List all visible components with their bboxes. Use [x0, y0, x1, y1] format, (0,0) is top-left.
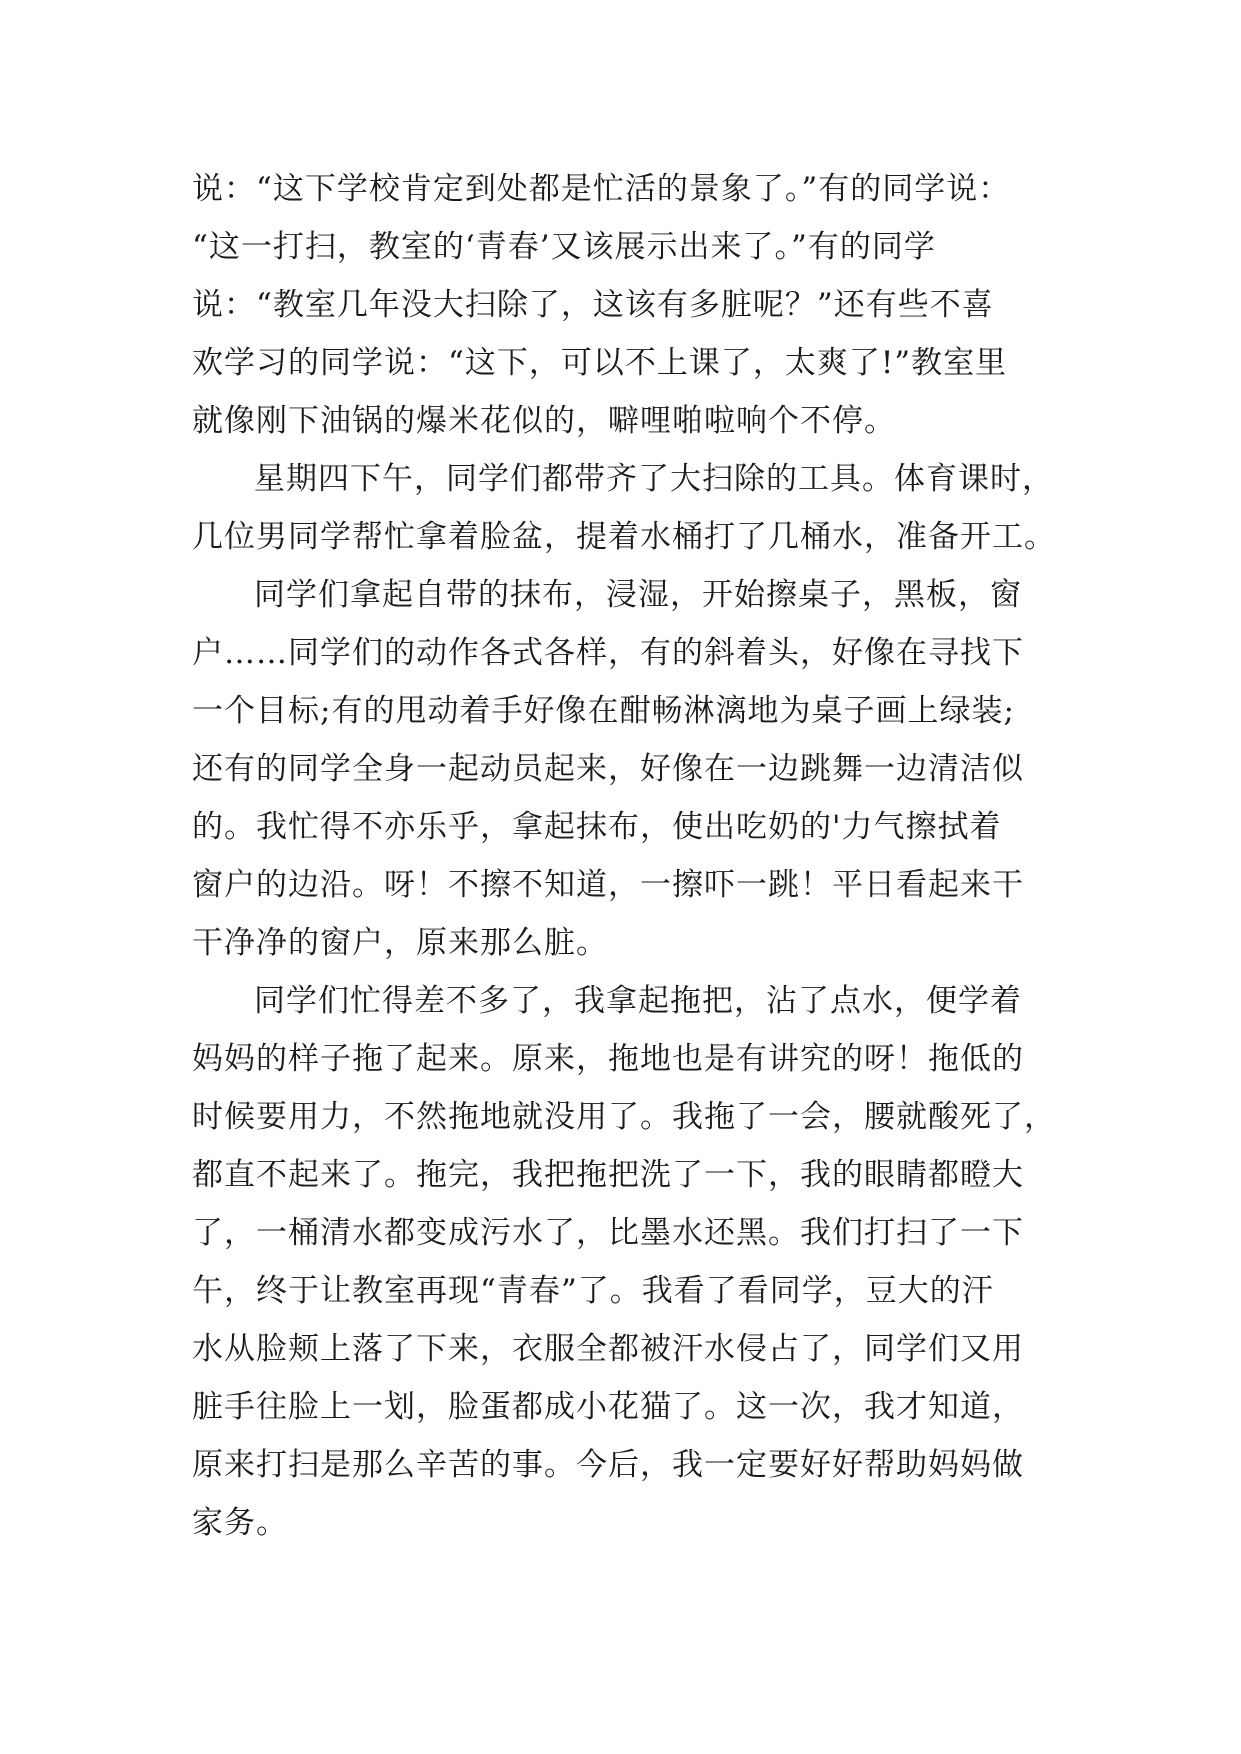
text-line: 都直不起来了。拖完，我把拖把洗了一下，我的眼睛都瞪大 [192, 1157, 1024, 1193]
paragraph-4 [192, 972, 1060, 1552]
text-line: 同学们拿起自带的抹布，浸湿，开始擦桌子，黑板，窗 [254, 577, 1022, 613]
text-line: 就像刚下油锅的爆米花似的，噼哩啪啦响个不停。 [192, 403, 896, 439]
paragraph-1 [192, 160, 1060, 450]
text-line: 妈妈的样子拖了起来。原来，拖地也是有讲究的呀！拖低的 [192, 1041, 1024, 1077]
text-line: 原来打扫是那么辛苦的事。今后，我一定要好好帮助妈妈做 [192, 1447, 1024, 1483]
text-line: 水从脸颊上落了下来，衣服全都被汗水侵占了，同学们又用 [192, 1331, 1024, 1367]
text-line: 午，终于让教室再现“青春”了。我看了看同学，豆大的汗 [192, 1273, 994, 1309]
text-line: 几位男同学帮忙拿着脸盆，提着水桶打了几桶水，准备开工。 [192, 519, 1056, 555]
text-line: 家务。 [192, 1505, 288, 1541]
text-line: 欢学习的同学说：“这下，可以不上课了，太爽了!”教室里 [192, 345, 1008, 381]
paragraph-3 [192, 566, 1060, 972]
text-line: 时候要用力，不然拖地就没用了。我拖了一会，腰就酸死了， [192, 1099, 1056, 1135]
text-line: 窗户的边沿。呀！不擦不知道，一擦吓一跳！平日看起来干 [192, 867, 1024, 903]
paragraph-2 [192, 450, 1060, 566]
text-line: 户……同学们的动作各式各样，有的斜着头，好像在寻找下 [192, 635, 1024, 671]
text-line: 说：“这下学校肯定到处都是忙活的景象了。”有的同学说： [192, 171, 1011, 207]
text-line: 说：“教室几年没大扫除了，这该有多脏呢？”还有些不喜 [192, 287, 994, 323]
text-line: 星期四下午，同学们都带齐了大扫除的工具。体育课时， [254, 461, 1054, 497]
text-line: 了，一桶清水都变成污水了，比墨水还黑。我们打扫了一下 [192, 1215, 1024, 1251]
text-line: 同学们忙得差不多了，我拿起拖把，沾了点水，便学着 [254, 983, 1022, 1019]
text-line: 的。我忙得不亦乐乎，拿起抹布，使出吃奶的'力气擦拭着 [192, 809, 1002, 845]
text-line: 一个目标;有的甩动着手好像在酣畅淋漓地为桌子画上绿装; [192, 693, 1015, 729]
text-line: 干净净的窗户，原来那么脏。 [192, 925, 608, 961]
text-line: “这一打扫，教室的‘青春’又该展示出来了。”有的同学 [192, 229, 936, 265]
text-line: 脏手往脸上一划，脸蛋都成小花猫了。这一次，我才知道， [192, 1389, 1024, 1425]
document-body [192, 160, 1060, 1552]
text-line: 还有的同学全身一起动员起来，好像在一边跳舞一边清洁似 [192, 751, 1024, 787]
